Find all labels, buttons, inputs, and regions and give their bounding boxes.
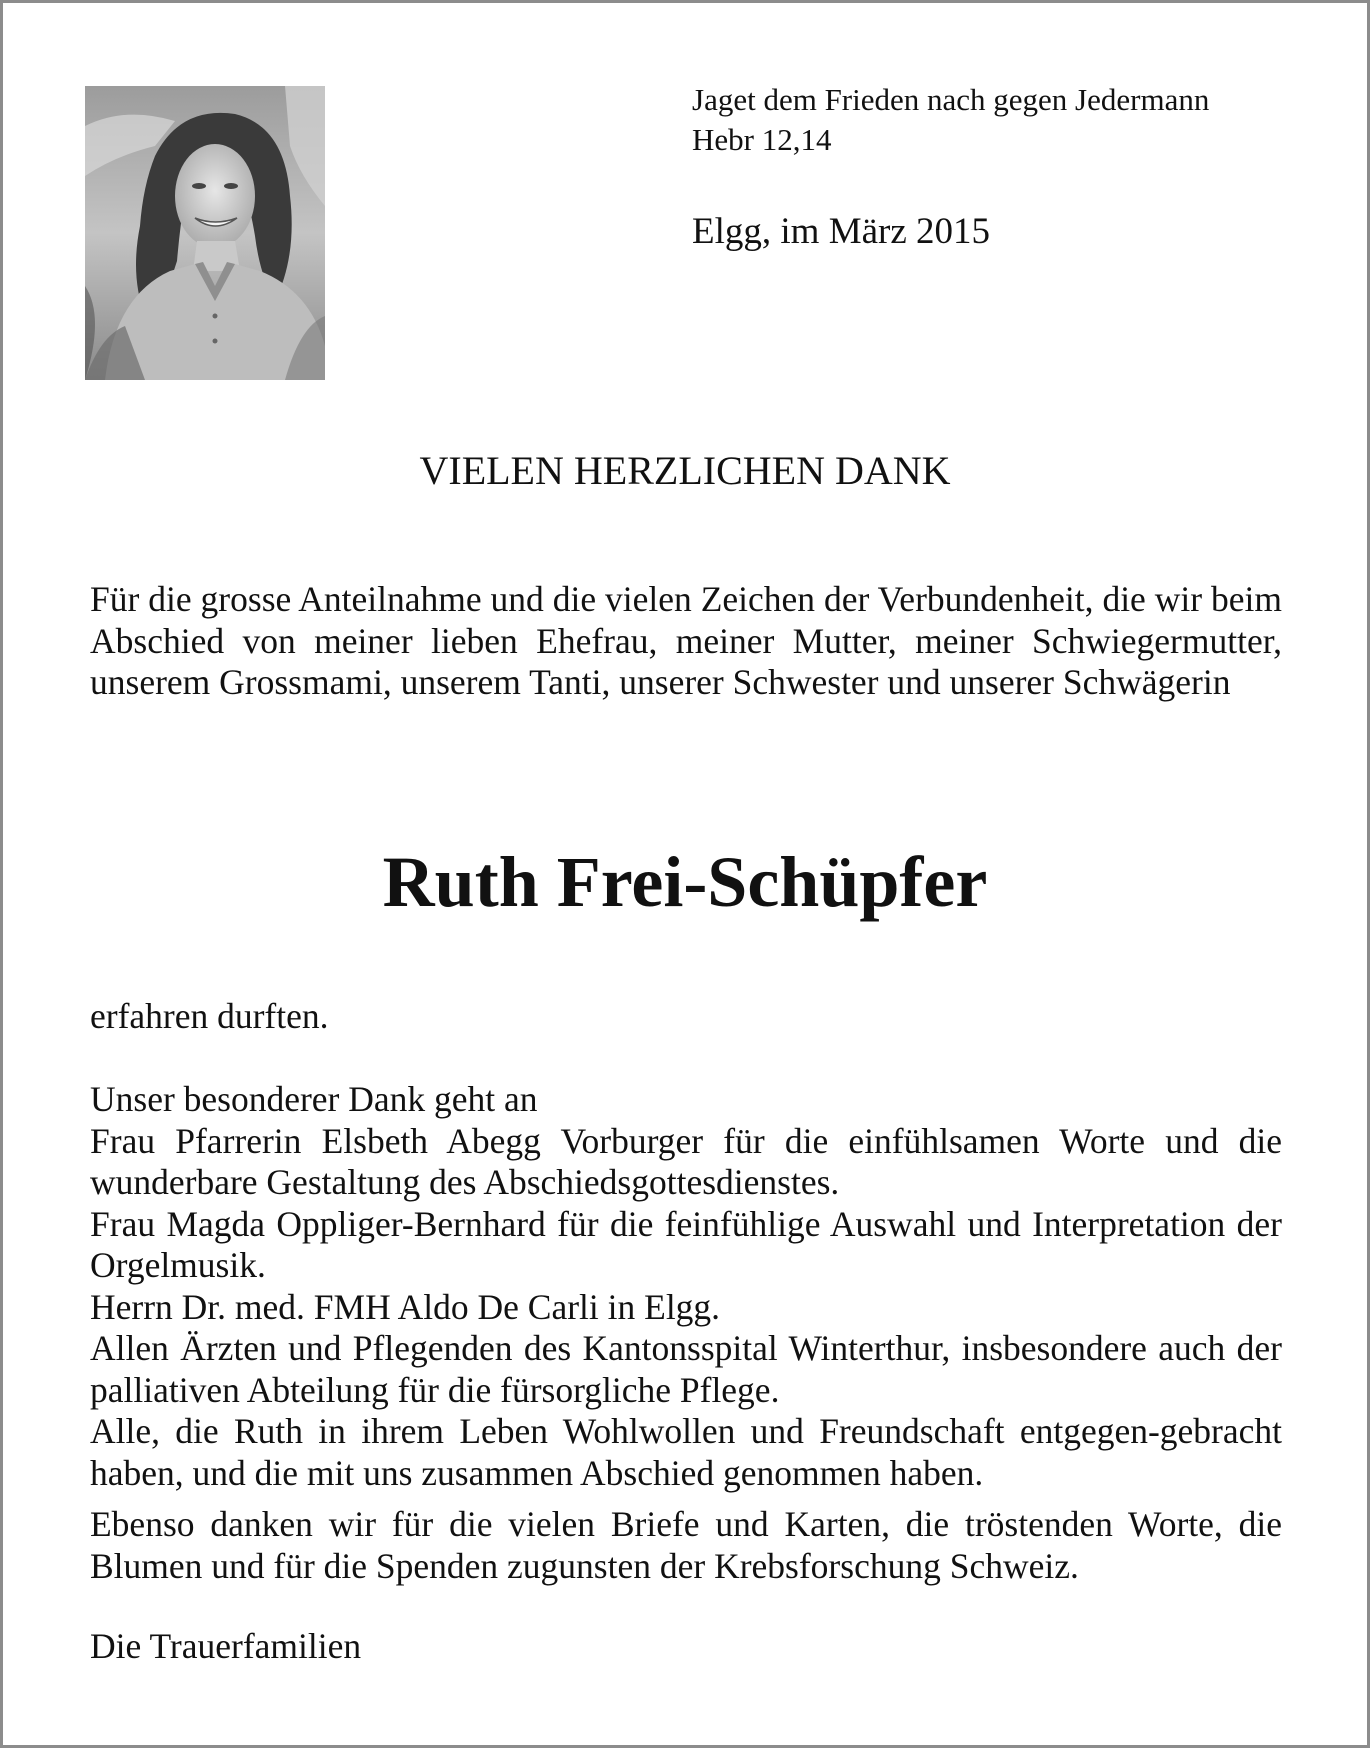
thanks-item: Frau Pfarrerin Elsbeth Abegg Vorburger für die einfühlsamen Worte und die wunderbare Gestaltung des Abschiedsgottesdienstes. xyxy=(90,1120,1282,1202)
motto-reference: Hebr 12,14 xyxy=(692,122,832,157)
thanks-section xyxy=(90,1079,1282,1494)
signature: Die Trauerfamilien xyxy=(90,1626,362,1666)
place-date: Elgg, im März 2015 xyxy=(692,211,991,252)
bible-motto xyxy=(692,80,1209,160)
intro-paragraph: Für die grosse Anteilnahme und die vielen Zeichen der Verbundenheit, die wir beim Abschied von meiner lieben Ehefrau, meiner Mutter, meiner Schwiegermutter, unserem Grossmami, unserem Tanti, unserer Schwester und unserer Schwägerin xyxy=(90,579,1282,702)
thanks-item: Frau Magda Oppliger-Bernhard für die feinfühlige Auswahl und Interpretation der Orgelmusik. xyxy=(90,1203,1282,1285)
heading: VIELEN HERZLICHEN DANK xyxy=(419,448,951,493)
portrait-photo xyxy=(85,86,325,380)
motto-line: Jaget dem Frieden nach gegen Jedermann xyxy=(692,82,1210,117)
thanks-item: Alle, die Ruth in ihrem Leben Wohlwollen und Freundschaft entgegen-gebracht haben, und die mit uns zusammen Abschied genommen haben. xyxy=(90,1411,1282,1493)
thanks-item: Allen Ärzten und Pflegenden des Kantonsspital Winterthur, insbesondere auch der palliativen Abteilung für die fürsorgliche Pflege. xyxy=(90,1328,1282,1410)
after-name-text: erfahren durften. xyxy=(90,996,329,1036)
thanks-intro: Unser besonderer Dank geht an xyxy=(90,1079,538,1119)
deceased-name: Ruth Frei-Schüpfer xyxy=(382,842,988,922)
final-paragraph: Ebenso danken wir für die vielen Briefe und Karten, die tröstenden Worte, die Blumen und für die Spenden zugunsten der Krebsforschung Schweiz. xyxy=(90,1504,1282,1586)
thanks-item: Herrn Dr. med. FMH Aldo De Carli in Elgg. xyxy=(90,1286,721,1327)
